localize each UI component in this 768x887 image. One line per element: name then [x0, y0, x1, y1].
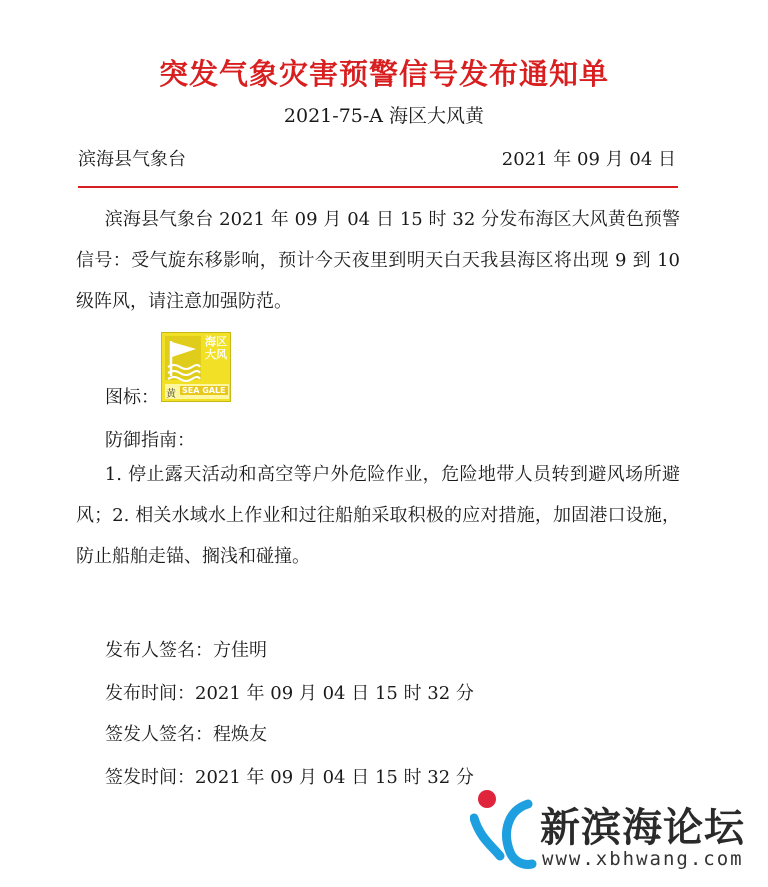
- issue-date: 2021 年 09 月 04 日: [501, 149, 676, 170]
- header-divider: [78, 186, 678, 188]
- page-title: 突发气象灾害预警信号发布通知单: [158, 57, 609, 91]
- icon-label: 图标：: [105, 387, 159, 408]
- issuing-organization: 滨海县气象台: [78, 149, 186, 170]
- document-number: 2021-75-A 海区大风黄: [283, 105, 485, 127]
- icon-corner-char: 黄: [166, 389, 176, 400]
- site-url: www.xbhwang.com: [542, 848, 744, 870]
- site-name: 新滨海论坛: [540, 805, 745, 851]
- notice-paragraph: 滨海县气象台 2021 年 09 月 04 日 15 时 32 分发布海区大风黄色预警信号：受气旋东移影响，预计今天夜里到明天白天我县海区将出现 9 到 10 级阵风，请注意加强防范。: [76, 209, 680, 312]
- issue-time: 发布时间：2021 年 09 月 04 日 15 时 32 分: [105, 683, 474, 704]
- approver-signature: 签发人签名：程焕友: [105, 724, 267, 745]
- approve-time: 签发时间：2021 年 09 月 04 日 15 时 32 分: [105, 767, 474, 788]
- site-logo-icon: [470, 786, 542, 876]
- icon-chinese-text: 海区大风: [205, 335, 227, 361]
- icon-english-text: SEA GALE: [182, 386, 226, 395]
- icon-footer: [165, 384, 229, 399]
- guide-paragraph: 1. 停止露天活动和高空等户外危险作业，危险地带人员转到避风场所避风；2. 相关水域水上作业和过往船舶采取积极的应对措施，加固港口设施，防止船舶走锚、搁浅和碰撞。: [76, 464, 680, 567]
- site-watermark: [470, 786, 760, 886]
- guide-heading: 防御指南：: [105, 430, 195, 451]
- sea-gale-warning-icon: [161, 332, 231, 402]
- issuer-signature: 发布人签名：方佳明: [105, 640, 267, 661]
